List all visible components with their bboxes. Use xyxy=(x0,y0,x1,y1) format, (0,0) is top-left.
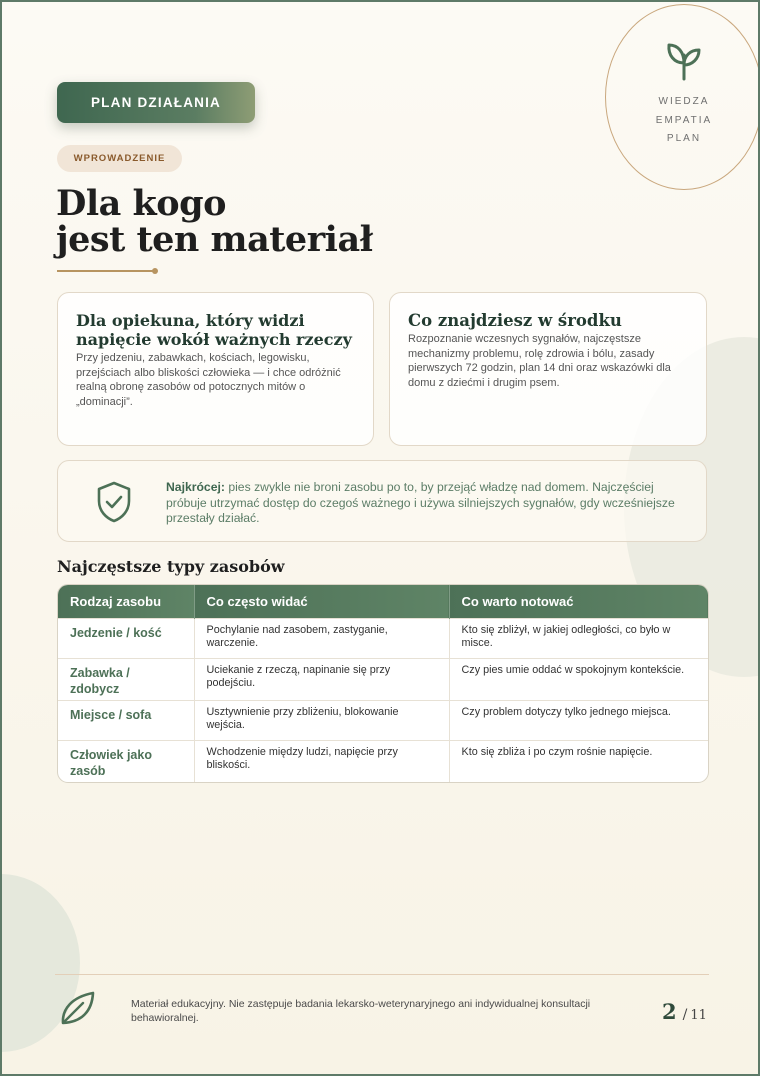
sprout-icon xyxy=(664,39,704,81)
badge-word: PLAN xyxy=(666,133,702,144)
page-title xyxy=(56,183,373,260)
section-title: Najczęstsze typy zasobów xyxy=(57,557,285,576)
page-separator: / xyxy=(682,1007,688,1023)
intro-tag: WPROWADZENIE xyxy=(57,145,182,172)
shield-check-icon xyxy=(94,480,134,524)
notes-cell: Kto się zbliża i po czym rośnie napięcie. xyxy=(449,741,708,783)
notes-cell: Czy problem dotyczy tylko jednego miejsca. xyxy=(449,701,708,741)
page-title-line: Dla kogo xyxy=(56,183,226,224)
section-pill: PLAN DZIAŁANIA xyxy=(57,82,255,123)
summary-callout xyxy=(57,460,707,542)
card-body: Przy jedzeniu, zabawkach, kościach, legowisku, przejściach albo bliskości człowieka — i chce odróżnić realną obronę zasobów od potocznych mitów o „dominacji”. xyxy=(76,352,341,408)
badge-word: WIEDZA xyxy=(658,96,710,107)
table-row xyxy=(58,619,708,659)
summary-text xyxy=(166,480,694,527)
footer-disclaimer: Materiał edukacyjny. Nie zastępuje badania lekarsko-weterynaryjnego ani indywidualnej konsultacji behawioralnej. xyxy=(131,998,591,1024)
footer-divider xyxy=(55,974,709,975)
resource-type-cell: Człowiek jako zasób xyxy=(58,741,194,783)
resource-table xyxy=(57,584,709,783)
contents-card xyxy=(389,292,707,446)
leaf-icon xyxy=(58,989,96,1027)
card-title: Dla opiekuna, który widzi napięcie wokół ważnych rzeczy xyxy=(76,311,352,349)
resource-type-cell: Miejsce / sofa xyxy=(58,701,194,741)
table-header-row xyxy=(58,585,708,619)
current-page: 2 xyxy=(662,999,677,1024)
visible-signs-cell: Wchodzenie między ludzi, napięcie przy bliskości. xyxy=(194,741,449,783)
visible-signs-cell: Pochylanie nad zasobem, zastyganie, warczenie. xyxy=(194,619,449,659)
notes-cell: Czy pies umie oddać w spokojnym kontekście. xyxy=(449,659,708,701)
badge-word: EMPATIA xyxy=(655,114,713,126)
table-row xyxy=(58,701,708,741)
badge-words xyxy=(656,93,712,149)
column-header: Co często widać xyxy=(194,585,449,619)
title-underline xyxy=(57,270,153,272)
summary-lead: Najkrócej: xyxy=(166,480,225,494)
column-header: Rodzaj zasobu xyxy=(58,585,194,619)
notes-cell: Kto się zbliżył, w jakiej odległości, co było w misce. xyxy=(449,619,708,659)
audience-card xyxy=(57,292,374,446)
summary-body: pies zwykle nie broni zasobu po to, by przejąć władzę nad domem. Najczęściej próbuje utrzymać dostęp do czegoś ważnego i używa silniejszych sygnałów, gdy wcześniejsze przestały działać. xyxy=(166,480,675,525)
table-row xyxy=(58,741,708,783)
card-body: Rozpoznanie wczesnych sygnałów, najczęstsze mechanizmy problemu, rolę zdrowia i bólu, zasady pierwszych 72 godzin, plan 14 dni oraz wskazówki dla domu z dziećmi i drugim psem. xyxy=(408,333,671,389)
corner-badge xyxy=(605,4,760,190)
resource-type-cell: Jedzenie / kość xyxy=(58,619,194,659)
visible-signs-cell: Usztywnienie przy zbliżeniu, blokowanie wejścia. xyxy=(194,701,449,741)
resource-type-cell: Zabawka / zdobycz xyxy=(58,659,194,701)
column-header: Co warto notować xyxy=(449,585,708,619)
card-title: Co znajdziesz w środku xyxy=(408,311,622,330)
total-pages: 11 xyxy=(690,1008,707,1023)
table-row xyxy=(58,659,708,701)
page-number xyxy=(662,999,707,1024)
visible-signs-cell: Uciekanie z rzeczą, napinanie się przy podejściu. xyxy=(194,659,449,701)
title-underline-dot xyxy=(152,268,158,274)
page-title-line: jest ten materiał xyxy=(56,219,373,260)
